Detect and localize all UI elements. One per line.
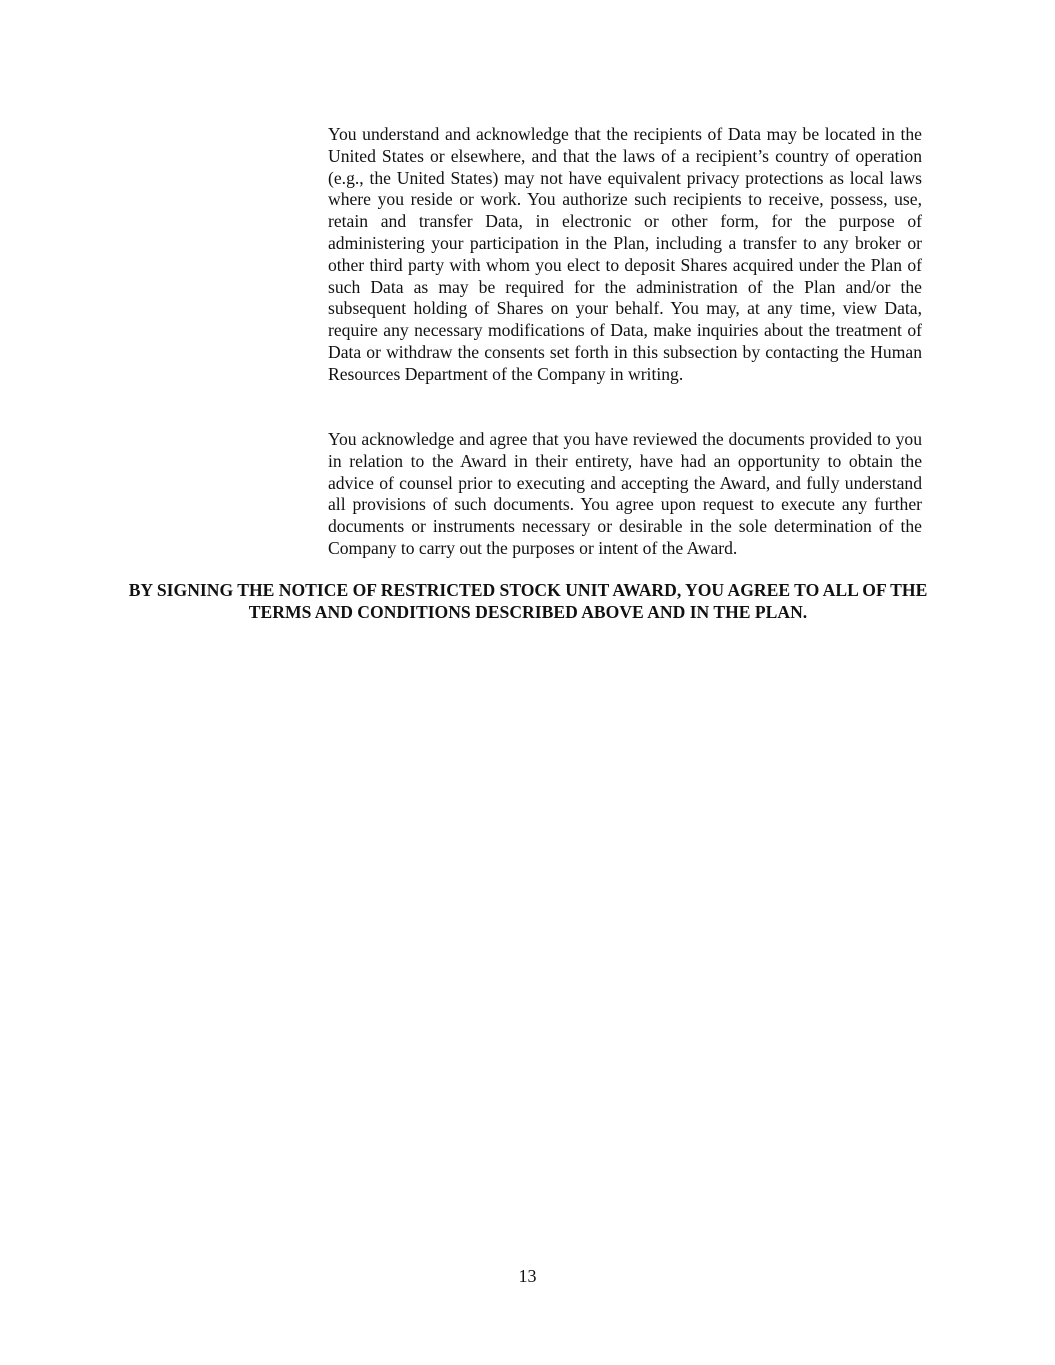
- page-number: 13: [518, 1266, 537, 1286]
- acknowledgement-paragraph: You acknowledge and agree that you have reviewed the documents provided to you in relation to the Award in their entirety, have had an opportunity to obtain the advice of counsel prior to executing and accepting the Award, and fully understand all provisions of such documents. You agree upon request to execute any further documents or instruments necessary or desirable in the sole determination of the Company to carry out the purposes or intent of the Award.: [328, 429, 922, 558]
- signing-agreement-statement: BY SIGNING THE NOTICE OF RESTRICTED STOCK UNIT AWARD, YOU AGREE TO ALL OF THE TERMS AND CONDITIONS DESCRIBED ABOVE AND IN THE PLAN.: [128, 580, 928, 622]
- data-transfer-paragraph: You understand and acknowledge that the recipients of Data may be located in the United States or elsewhere, and that the laws of a recipient’s country of operation (e.g., the United States) may not have equivalent privacy protections as local laws where you reside or work. You authorize such recipients to receive, possess, use, retain and transfer Data, in electronic or other form, for the purpose of administering your participation in the Plan, including a transfer to any broker or other third party with whom you elect to deposit Shares acquired under the Plan of such Data as may be required for the administration of the Plan and/or the subsequent holding of Shares on your behalf. You may, at any time, view Data, require any necessary modifications of Data, make inquiries about the treatment of Data or withdraw the consents set forth in this subsection by contacting the Human Resources Department of the Company in writing.: [328, 124, 922, 384]
